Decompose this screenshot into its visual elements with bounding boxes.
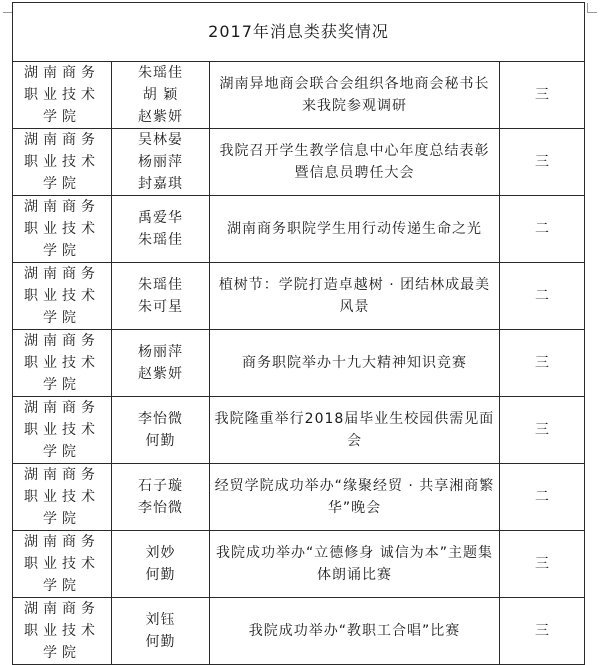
- event-cell: 我院成功举办“教职工合唱”比赛: [210, 598, 500, 665]
- title-row: [13, 3, 585, 62]
- event-cell: 我院隆重举行2018届毕业生校园供需见面会: [210, 397, 500, 464]
- unit-cell: 湖南商务 职业技术 学院: [13, 330, 112, 397]
- names-cell: 刘钰 何勤: [112, 598, 210, 665]
- table-row: [13, 129, 585, 196]
- table-row: [13, 263, 585, 330]
- table-row: [13, 531, 585, 598]
- table-row: [13, 397, 585, 464]
- prize-cell: 三: [500, 330, 585, 397]
- unit-cell: 湖南商务 职业技术 学院: [13, 263, 112, 330]
- event-cell: 湖南商务职院学生用行动传递生命之光: [210, 196, 500, 263]
- unit-cell: 湖南商务 职业技术 学院: [13, 196, 112, 263]
- unit-cell: 湖南商务 职业技术 学院: [13, 397, 112, 464]
- prize-cell: 三: [500, 62, 585, 129]
- awards-table: [12, 2, 585, 665]
- table-row: [13, 196, 585, 263]
- event-cell: 我院成功举办“立德修身 诚信为本”主题集体朗诵比赛: [210, 531, 500, 598]
- table-row: [13, 330, 585, 397]
- table-row: [13, 598, 585, 665]
- table-title: 2017年消息类获奖情况: [13, 3, 585, 62]
- event-cell: 湖南异地商会联合会组织各地商会秘书长来我院参观调研: [210, 62, 500, 129]
- event-cell: 植树节：学院打造卓越树 · 团结林成最美风景: [210, 263, 500, 330]
- event-cell: 经贸学院成功举办“缘聚经贸 · 共享湘商繁华”晚会: [210, 464, 500, 531]
- unit-cell: 湖南商务 职业技术 学院: [13, 531, 112, 598]
- unit-cell: 湖南商务 职业技术 学院: [13, 464, 112, 531]
- names-cell: 禹爱华 朱瑶佳: [112, 196, 210, 263]
- table-row: [13, 62, 585, 129]
- unit-cell: 湖南商务 职业技术 学院: [13, 62, 112, 129]
- prize-cell: 二: [500, 196, 585, 263]
- names-cell: 朱瑶佳 朱可星: [112, 263, 210, 330]
- event-cell: 商务职院举办十九大精神知识竞赛: [210, 330, 500, 397]
- unit-cell: 湖南商务 职业技术 学院: [13, 129, 112, 196]
- event-cell: 我院召开学生教学信息中心年度总结表彰暨信息员聘任大会: [210, 129, 500, 196]
- prize-cell: 三: [500, 531, 585, 598]
- names-cell: 石子璇 李怡微: [112, 464, 210, 531]
- names-cell: 朱瑶佳 胡 颖 赵紫妍: [112, 62, 210, 129]
- table-row: [13, 464, 585, 531]
- names-cell: 吴林晏 杨丽萍 封嘉琪: [112, 129, 210, 196]
- names-cell: 杨丽萍 赵紫妍: [112, 330, 210, 397]
- names-cell: 刘妙 何勤: [112, 531, 210, 598]
- prize-cell: 三: [500, 397, 585, 464]
- prize-cell: 二: [500, 464, 585, 531]
- prize-cell: 二: [500, 263, 585, 330]
- prize-cell: 三: [500, 598, 585, 665]
- prize-cell: 三: [500, 129, 585, 196]
- names-cell: 李怡微 何勤: [112, 397, 210, 464]
- page-corner-mark-right: [587, 3, 597, 13]
- unit-cell: 湖南商务 职业技术 学院: [13, 598, 112, 665]
